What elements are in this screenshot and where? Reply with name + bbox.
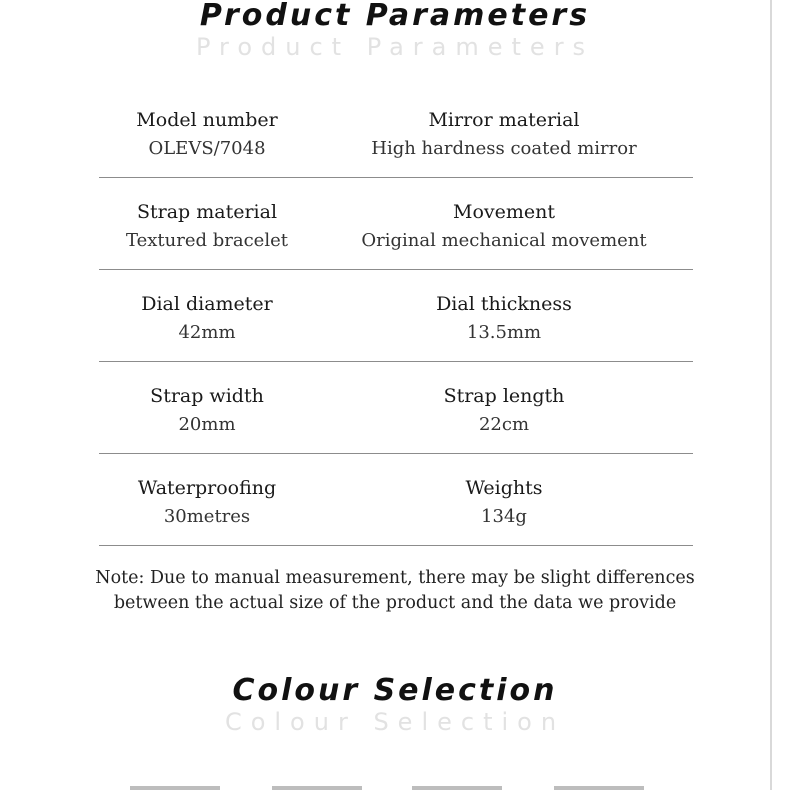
parameter-cell — [315, 86, 693, 177]
parameter-label: Weights — [465, 476, 543, 499]
section-subtitle-product-parameters: Product Parameters — [195, 33, 595, 61]
parameter-cell — [99, 178, 315, 269]
parameter-value: Textured bracelet — [126, 229, 288, 251]
colour-swatch[interactable] — [130, 786, 220, 790]
parameter-label: Strap material — [136, 200, 278, 223]
parameter-label: Strap length — [443, 384, 565, 407]
parameter-label: Movement — [452, 200, 555, 223]
parameter-label: Dial thickness — [436, 292, 572, 315]
parameter-row — [99, 454, 693, 546]
parameter-row — [99, 86, 693, 178]
parameter-value: 22cm — [478, 413, 530, 435]
parameters-table — [99, 86, 693, 546]
parameter-row — [99, 270, 693, 362]
note-line: between the actual size of the product and the data we provide — [113, 593, 677, 613]
section-subtitle-colour-selection: Colour Selection — [224, 708, 566, 736]
parameter-label: Strap width — [150, 384, 264, 407]
parameter-label: Mirror material — [428, 108, 580, 131]
parameter-value: 30metres — [163, 505, 251, 527]
colour-swatch[interactable] — [412, 786, 502, 790]
page-border — [770, 0, 772, 790]
parameter-row — [99, 362, 693, 454]
section-title-colour-selection: Colour Selection — [232, 673, 558, 708]
parameter-cell — [99, 86, 315, 177]
section-title-product-parameters: Product Parameters — [199, 0, 591, 33]
parameter-row — [99, 178, 693, 270]
parameter-label: Model number — [136, 108, 278, 131]
measurement-note — [60, 566, 730, 616]
parameter-cell — [99, 454, 315, 545]
parameter-cell — [99, 362, 315, 453]
parameter-value: 20mm — [178, 413, 236, 435]
colour-swatch[interactable] — [554, 786, 644, 790]
note-line: Note: Due to manual measurement, there may be slight differences — [95, 568, 695, 588]
parameter-value: High hardness coated mirror — [371, 137, 637, 159]
parameter-value: 13.5mm — [466, 321, 542, 343]
colour-swatch-row — [0, 786, 790, 790]
parameter-cell — [315, 178, 693, 269]
parameter-cell — [315, 454, 693, 545]
parameter-label: Dial diameter — [141, 292, 273, 315]
parameter-value: Original mechanical movement — [361, 229, 647, 251]
parameter-cell — [99, 270, 315, 361]
parameter-label: Waterproofing — [137, 476, 277, 499]
parameter-value: OLEVS/7048 — [148, 137, 266, 159]
parameter-value: 134g — [481, 505, 527, 527]
colour-swatch[interactable] — [272, 786, 362, 790]
parameter-cell — [315, 362, 693, 453]
parameter-value: 42mm — [178, 321, 236, 343]
parameter-cell — [315, 270, 693, 361]
